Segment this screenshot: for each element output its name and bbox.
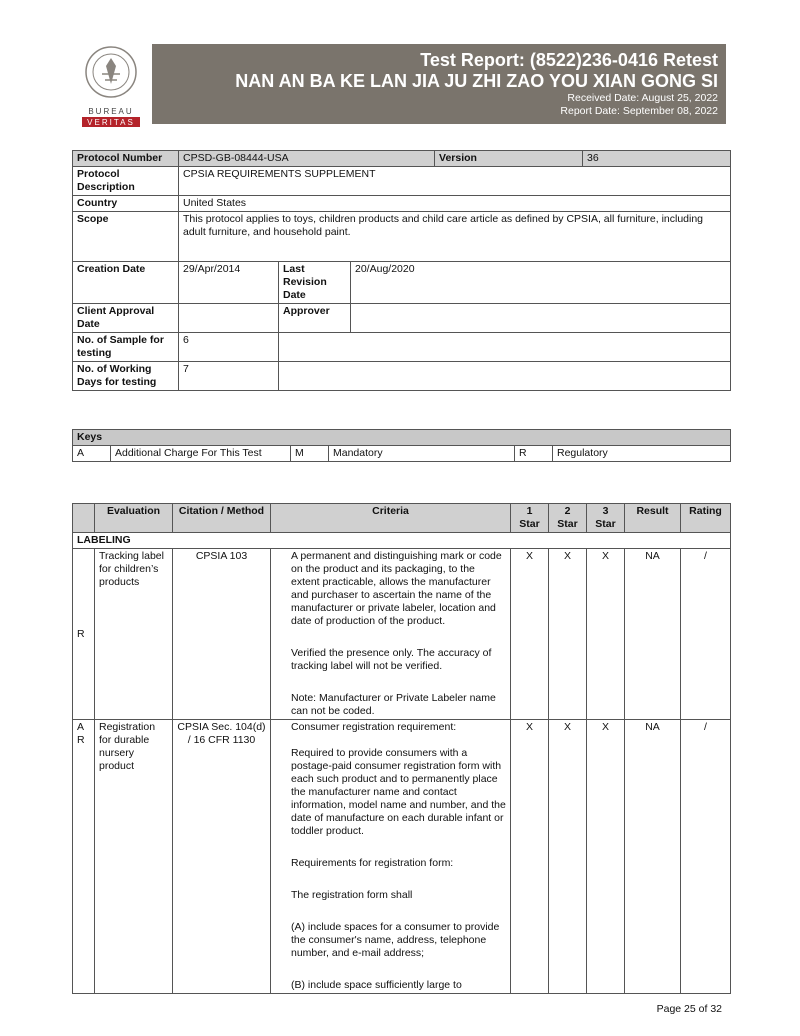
client-approval-label: Client Approval Date (73, 304, 179, 333)
criteria-paragraph: Verified the presence only. The accuracy of tracking label will not be verified. (291, 647, 492, 672)
criteria-paragraph: Consumer registration requirement: (291, 721, 457, 733)
section-labeling: LABELING (73, 533, 731, 549)
row-evaluation: Registration for durable nursery product (95, 720, 173, 994)
approver-value (351, 304, 731, 333)
col-2-star: 2 Star (549, 504, 587, 533)
protocol-table (72, 150, 731, 391)
row-criteria (271, 549, 511, 720)
criteria-paragraph: (A) include spaces for a consumer to provide the consumer's name, address, telephone number, and e-mail address; (291, 921, 500, 959)
working-days-label: No. of Working Days for testing (73, 362, 179, 391)
keys-title: Keys (73, 430, 731, 446)
row-star-3: X (587, 720, 625, 994)
country-value: United States (179, 196, 731, 212)
row-star-1: X (511, 720, 549, 994)
last-revision-date: 20/Aug/2020 (351, 262, 731, 304)
creation-date: 29/Apr/2014 (179, 262, 279, 304)
samples-label: No. of Sample for testing (73, 333, 179, 362)
samples-value: 6 (179, 333, 279, 362)
report-title: Test Report: (8522)236-0416 Retest (420, 50, 718, 70)
table-row (73, 720, 731, 994)
country-label: Country (73, 196, 179, 212)
scope-label: Scope (73, 212, 179, 262)
last-revision-label: Last Revision Date (279, 262, 351, 304)
version-value: 36 (583, 151, 731, 167)
received-date: Received Date: August 25, 2022 (567, 92, 718, 104)
approver-label: Approver (279, 304, 351, 333)
col-criteria: Criteria (271, 504, 511, 533)
col-result: Result (625, 504, 681, 533)
row-key: A R (73, 720, 95, 994)
row-star-2: X (549, 549, 587, 720)
row-star-2: X (549, 720, 587, 994)
key-code: R (515, 446, 553, 462)
row-star-1: X (511, 549, 549, 720)
criteria-paragraph: (B) include space sufficiently large to (291, 979, 462, 991)
key-code: A (73, 446, 111, 462)
criteria-paragraph: Required to provide consumers with a postage-paid consumer registration form with each such product and to permanently place the manufacturer name and contact information, model name and number, and the date of manufacture on each durable infant or toddler product. (291, 747, 506, 837)
key-code: M (291, 446, 329, 462)
row-rating: / (681, 549, 731, 720)
row-result: NA (625, 549, 681, 720)
criteria-paragraph: Note: Manufacturer or Private Labeler name can not be coded. (291, 692, 496, 717)
table-row (73, 549, 731, 720)
logo-word-bureau: BUREAU (88, 107, 134, 116)
row-result: NA (625, 720, 681, 994)
col-evaluation: Evaluation (95, 504, 173, 533)
report-banner (152, 44, 726, 124)
criteria-paragraph: Requirements for registration form: (291, 857, 454, 869)
col-rating: Rating (681, 504, 731, 533)
scope-value: This protocol applies to toys, children products and child care article as defined by CPSIA, all furniture, including adult furniture, and household paint. (179, 212, 731, 262)
protocol-desc: CPSIA REQUIREMENTS SUPPLEMENT (179, 167, 731, 196)
client-approval-value (179, 304, 279, 333)
row-criteria (271, 720, 511, 994)
version-label: Version (435, 151, 583, 167)
key-desc: Regulatory (553, 446, 731, 462)
col-3-star: 3 Star (587, 504, 625, 533)
keys-table (72, 429, 731, 462)
criteria-paragraph: A permanent and distinguishing mark or code on the product and its packaging, to the extent practicable, allows the manufacturer and purchaser to ascertain the name of the manufacturer or private labeler, location and date of production of the product. (291, 550, 502, 627)
criteria-paragraph: The registration form shall (291, 889, 413, 901)
row-star-3: X (587, 549, 625, 720)
working-days-value: 7 (179, 362, 279, 391)
evaluation-table (72, 503, 731, 994)
protocol-number-label: Protocol Number (73, 151, 179, 167)
report-date: Report Date: September 08, 2022 (560, 105, 718, 117)
company-name: NAN AN BA KE LAN JIA JU ZHI ZAO YOU XIAN GONG SI (235, 71, 718, 91)
logo-word-veritas: VERITAS (87, 118, 135, 127)
page-number: Page 25 of 32 (656, 1003, 722, 1015)
row-citation: CPSIA 103 (173, 549, 271, 720)
protocol-desc-label: Protocol Description (73, 167, 179, 196)
row-evaluation: Tracking label for children’s products (95, 549, 173, 720)
row-key: R (73, 549, 95, 720)
key-desc: Additional Charge For This Test (111, 446, 291, 462)
creation-date-label: Creation Date (73, 262, 179, 304)
key-desc: Mandatory (329, 446, 515, 462)
row-citation: CPSIA Sec. 104(d) / 16 CFR 1130 (173, 720, 271, 994)
bureau-veritas-logo (78, 44, 144, 128)
col-1-star: 1 Star (511, 504, 549, 533)
col-citation: Citation / Method (173, 504, 271, 533)
protocol-number: CPSD-GB-08444-USA (179, 151, 435, 167)
row-rating: / (681, 720, 731, 994)
